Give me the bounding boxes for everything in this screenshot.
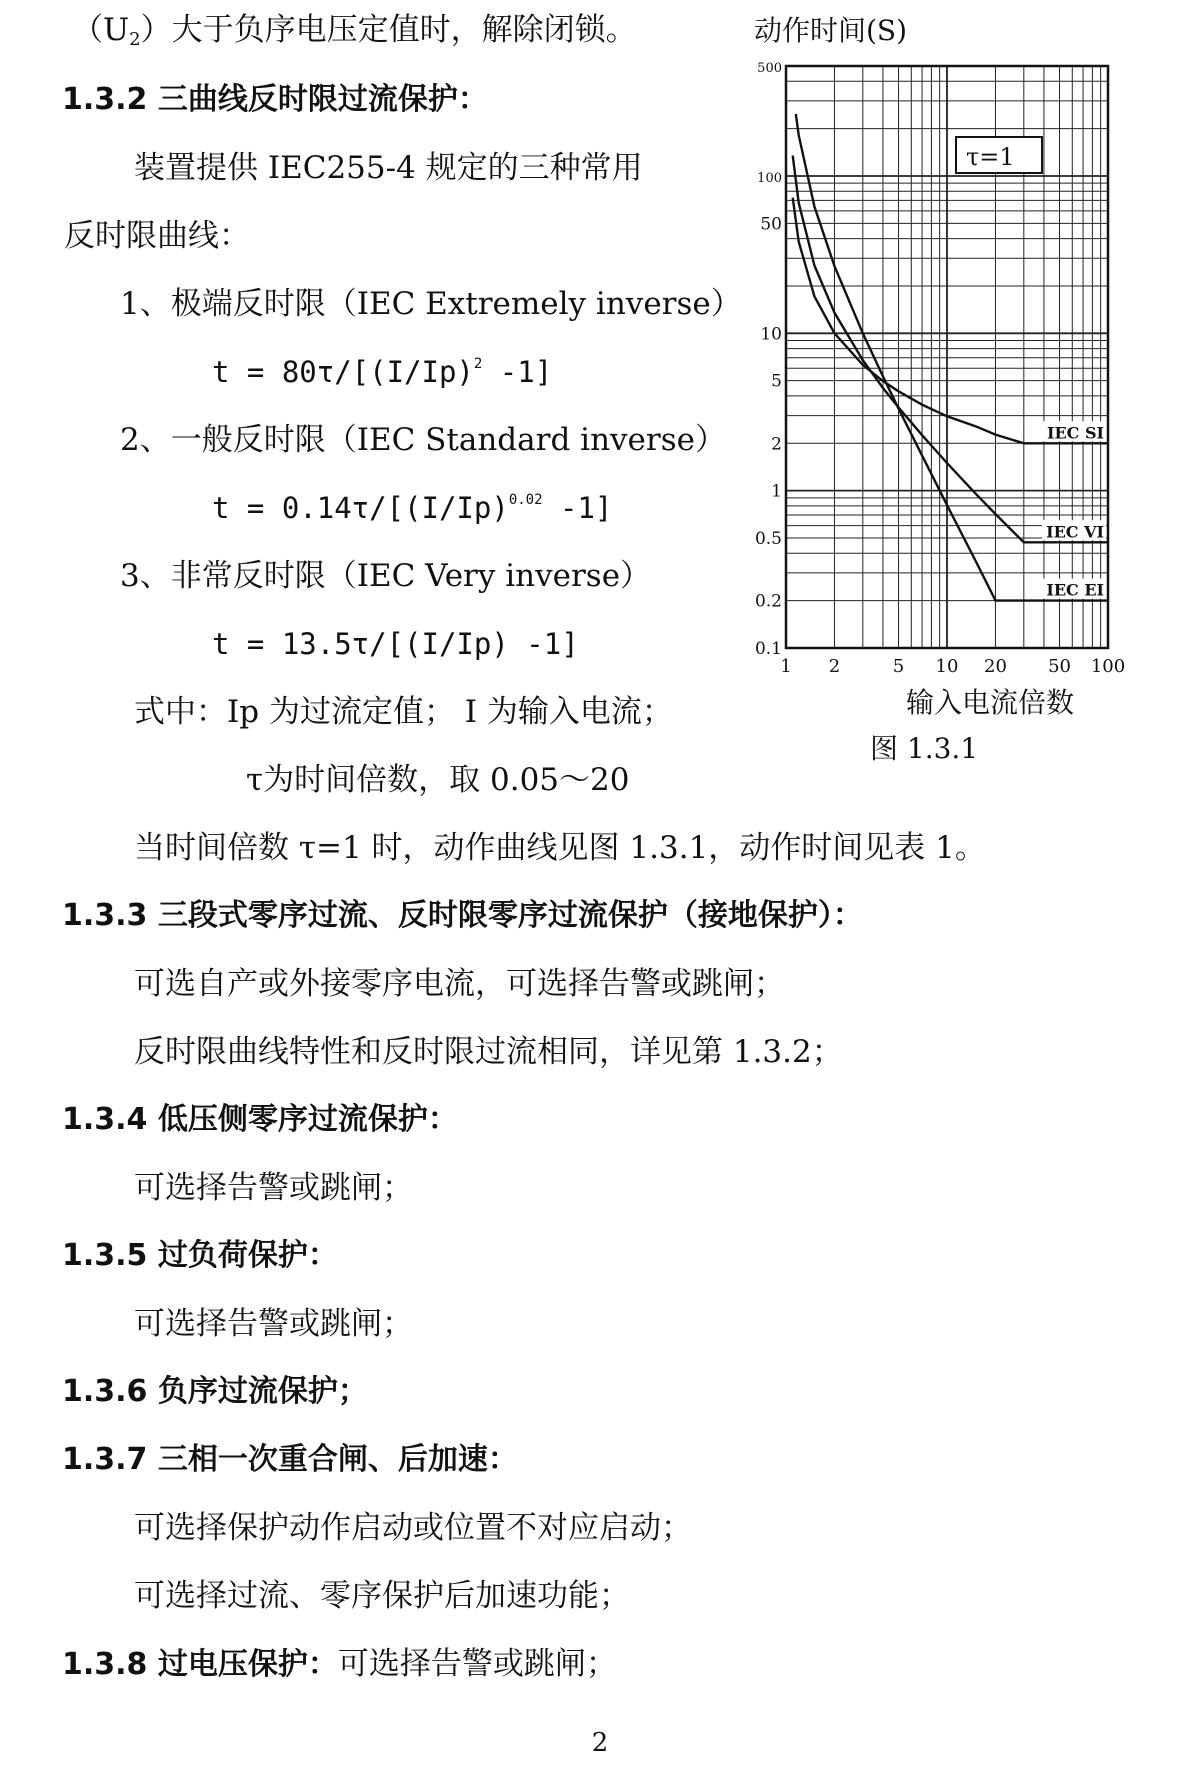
legend-tau: τ=1 <box>966 143 1015 171</box>
y-tick-label: 1 <box>771 481 782 502</box>
paragraph-note: 当时间倍数 τ=1 时，动作曲线见图 1.3.1，动作时间见表 1。 <box>134 830 986 866</box>
x-tick-label: 1 <box>780 656 792 677</box>
paragraph: 可选择告警或跳闸； <box>337 1646 617 1682</box>
y-tick-label: 5 <box>771 371 782 392</box>
y-tick-label: 50 <box>760 214 782 235</box>
series-label: IEC SI <box>1046 423 1104 443</box>
y-tick-label: 100 <box>757 170 782 186</box>
intro-line: $(U_2)$大于负序电压定值时，解除闭锁。 <box>72 12 637 50</box>
figure-caption: 图 1.3.1 <box>870 732 979 765</box>
y-tick-label: 0.1 <box>754 639 782 659</box>
formula-definitions-tau: τ为时间倍数，取 0.05～20 <box>246 762 630 798</box>
y-tick-label: 10 <box>760 324 782 345</box>
chart-title: 动作时间(S) <box>754 14 908 47</box>
paragraph: 可选择过流、零序保护后加速功能； <box>134 1578 630 1614</box>
series-label: IEC EI <box>1046 580 1104 600</box>
formula-standard-inverse: $t = 0.14\tau/[(I/Ip)^{0.02}$ -1] <box>212 491 613 525</box>
inverse-time-curve-chart <box>734 8 1126 765</box>
section-heading-1-3-6: 1.3.6 负序过流保护； <box>62 1374 368 1409</box>
section-heading-1-3-4: 1.3.4 低压侧零序过流保护： <box>62 1102 458 1137</box>
section-heading-1-3-5: 1.3.5 过负荷保护： <box>62 1238 338 1273</box>
section-heading-1-3-8: 1.3.8 过电压保护： <box>62 1647 338 1682</box>
x-axis-label: 输入电流倍数 <box>906 686 1075 719</box>
curve-title-extremely-inverse: 1、极端反时限（IEC Extremely inverse） <box>120 286 742 322</box>
x-axis-ticks <box>780 656 1125 677</box>
x-tick-label: 10 <box>935 656 959 677</box>
formula-very-inverse: t = 13.5τ/[(I/Ip) -1] <box>212 627 579 661</box>
x-tick-label: 20 <box>984 656 1007 677</box>
paragraph: 可选择告警或跳闸； <box>134 1306 413 1342</box>
section-heading-1-3-2: 1.3.2 三曲线反时限过流保护： <box>62 82 488 117</box>
y-axis-ticks <box>755 61 782 659</box>
chart-grid <box>786 66 1108 648</box>
y-tick-label: 0.5 <box>754 529 782 550</box>
y-tick-label: 0.2 <box>754 591 782 612</box>
x-tick-label: 100 <box>1090 656 1126 677</box>
paragraph: 反时限曲线： <box>64 218 250 254</box>
formula-definitions: 式中：Ip 为过流定值； I 为输入电流； <box>134 694 673 730</box>
x-tick-label: 50 <box>1048 656 1071 677</box>
paragraph: 可选择保护动作启动或位置不对应启动； <box>134 1510 692 1546</box>
x-tick-label: 2 <box>828 656 841 677</box>
curve-title-very-inverse: 3、非常反时限（IEC Very inverse） <box>120 558 652 594</box>
paragraph: 装置提供 IEC255-4 规定的三种常用 <box>134 150 643 186</box>
paragraph: 可选择告警或跳闸； <box>134 1170 413 1206</box>
y-tick-label: 2 <box>771 434 782 455</box>
formula-extremely-inverse: $t = 80\tau/[(I/Ip)^2$ -1] <box>212 355 553 389</box>
section-1-3-8 <box>62 1644 617 1685</box>
paragraph: 可选自产或外接零序电流，可选择告警或跳闸； <box>134 966 785 1002</box>
series-label: IEC VI <box>1046 522 1104 542</box>
x-tick-label: 5 <box>892 656 905 677</box>
page-number: 2 <box>591 1728 609 1758</box>
section-heading-1-3-7: 1.3.7 三相一次重合闸、后加速： <box>62 1442 518 1477</box>
curve-title-standard-inverse: 2、一般反时限（IEC Standard inverse） <box>120 422 726 458</box>
paragraph: 反时限曲线特性和反时限过流相同，详见第 1.3.2； <box>134 1034 843 1070</box>
section-heading-1-3-3: 1.3.3 三段式零序过流、反时限零序过流保护（接地保护）： <box>62 898 863 933</box>
y-tick-label: 500 <box>757 61 782 76</box>
